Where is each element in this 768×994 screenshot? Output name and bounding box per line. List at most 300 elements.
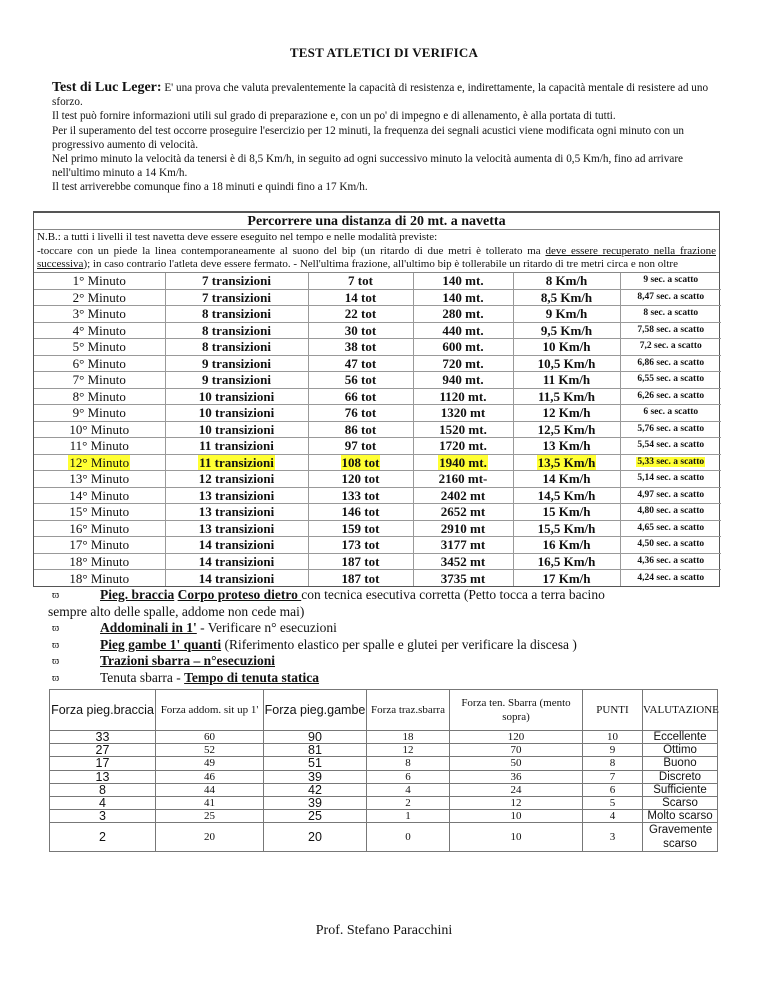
table-cell: 8 [367,757,450,770]
stage-distance-text: 3177 mt [440,537,486,553]
stage-sprint [620,553,721,570]
stage-transitions [165,322,308,339]
stage-sprint [620,322,721,339]
stage-minute [34,471,165,488]
stage-transitions-text: 8 transizioni [202,339,271,355]
stage-speed-text: 16,5 Km/h [537,553,596,569]
table-cell: Sufficiente [643,783,718,796]
stage-transitions-text: 11 transizioni [199,438,274,454]
exercise-subtitle: Corpo proteso dietro [177,587,302,602]
stage-speed [513,372,620,389]
table-row [50,783,718,796]
table-row [50,823,718,852]
stage-speed-text: 10,5 Km/h [537,355,596,371]
stage-minute-text: 12° Minuto [69,454,130,470]
stage-total [308,355,413,372]
table-cell: 7 [583,770,643,783]
stage-minute [34,537,165,554]
table-cell: 8 [50,783,156,796]
stage-transitions [165,339,308,356]
table-cell: 1 [367,810,450,823]
stage-minute-text: 18° Minuto [69,553,130,569]
stage-minute-text: 11° Minuto [69,438,129,454]
bullet-icon: ϖ [52,655,60,668]
stage-sprint [620,520,721,537]
stage-sprint-text: 4,50 sec. a scatto [637,539,705,550]
stage-transitions-text: 13 transizioni [198,487,275,503]
table-cell: 17 [50,757,156,770]
stage-sprint [620,273,721,290]
stage-speed [513,504,620,521]
stage-total-text: 14 tot [344,289,377,305]
stage-transitions [165,405,308,422]
stage-sprint-text: 5,14 sec. a scatto [637,473,705,484]
stage-minute [34,372,165,389]
exercise-description: - Verificare n° esecuzioni [196,620,337,636]
stage-minute-text: 4° Minuto [72,322,126,338]
stage-transitions-text: 9 transizioni [202,372,271,388]
stage-speed-text: 9 Km/h [545,306,588,322]
exercise-item [52,653,732,670]
stage-total [308,454,413,471]
stage-total [308,504,413,521]
stage-distance [413,273,513,290]
stage-sprint [620,355,721,372]
strength-scoring-table [49,689,718,852]
stage-speed-text: 15,5 Km/h [537,520,596,536]
stage-sprint-text: 5,33 sec. a scatto [637,456,705,467]
stage-minute [34,553,165,570]
stage-speed [513,487,620,504]
stage-distance-text: 1720 mt. [439,438,487,454]
stage-sprint [620,421,721,438]
stage-speed [513,537,620,554]
stage-distance-text: 1320 mt [440,405,486,421]
stage-speed-text: 11,5 Km/h [537,388,596,404]
stage-minute-text: 18° Minuto [69,570,130,586]
table-cell: Scarso [643,796,718,809]
stage-transitions-text: 10 transizioni [198,388,275,404]
stage-speed-text: 15 Km/h [542,504,591,520]
stage-speed [513,339,620,356]
stage-speed [513,520,620,537]
stage-row [34,273,721,290]
table-cell: 33 [50,731,156,744]
header-squats: Forza pieg.gambe [264,690,367,731]
table-cell: Eccellente [643,731,718,744]
table-cell: 20 [264,823,367,852]
bullet-icon: ϖ [52,589,60,601]
stage-distance-text: 1120 mt. [439,388,487,404]
stage-distance [413,438,513,455]
header-pushups: Forza pieg.braccia [50,690,156,731]
stage-sprint-text: 6,26 sec. a scatto [637,390,705,401]
stage-speed [513,405,620,422]
stage-total-text: 97 tot [344,438,377,454]
stage-row [34,372,721,389]
stage-sprint [620,289,721,306]
table-row [50,744,718,757]
stage-distance [413,421,513,438]
table-cell: 13 [50,770,156,783]
stage-minute [34,273,165,290]
table-cell: 49 [156,757,264,770]
stage-distance [413,355,513,372]
stage-transitions-text: 8 transizioni [202,306,271,322]
stage-speed [513,322,620,339]
table-cell: 52 [156,744,264,757]
intro-lead-text: E' una prova che valuta prevalentemente la capacità di resistenza e, indirettamente, la capacità mentale di resistere ad uno sforzo. [52,82,709,109]
exercise-description: con tecnica esecutiva corretta (Petto tocca a terra bacino [301,587,605,602]
header-rating: VALUTAZIONE [643,690,718,731]
table-cell: 81 [264,744,367,757]
note-line-1: N.B.: a tutti i livelli il test navetta deve essere eseguito nel tempo e nelle modalità previste: [37,231,438,243]
stage-distance-text: 2652 mt [440,504,486,520]
stage-transitions [165,454,308,471]
stage-sprint [620,306,721,323]
bullet-icon: ϖ [52,622,60,635]
stage-distance [413,520,513,537]
stage-row [34,421,721,438]
stage-row [34,388,721,405]
page-title: TEST ATLETICI DI VERIFICA [289,45,479,60]
stage-speed-text: 13,5 Km/h [537,454,596,470]
table-cell: 4 [367,783,450,796]
stage-sprint [620,454,721,471]
stage-speed-text: 12,5 Km/h [537,421,596,437]
stage-speed-text: 11 Km/h [542,372,591,388]
stage-speed [513,454,620,471]
stage-minute [34,438,165,455]
stage-total-text: 66 tot [344,388,377,404]
stage-row [34,537,721,554]
stage-minute-text: 17° Minuto [69,537,130,553]
stage-minute [34,306,165,323]
stage-distance-text: 720 mt. [442,355,484,371]
stage-distance-text: 3735 mt [440,570,486,586]
stage-sprint-text: 6,86 sec. a scatto [637,357,705,368]
exercise-item [52,637,732,654]
stage-sprint-text: 7,2 sec. a scatto [639,341,702,352]
table-cell: 10 [583,731,643,744]
stage-transitions-text: 14 transizioni [198,537,275,553]
table-cell: 4 [50,796,156,809]
table-cell: 90 [264,731,367,744]
stage-speed [513,289,620,306]
note-line-2 [37,245,716,272]
stage-speed-text: 8 Km/h [545,273,588,288]
stage-total [308,289,413,306]
stage-distance [413,405,513,422]
stage-transitions-text: 14 transizioni [198,570,275,586]
stage-distance [413,289,513,306]
stage-minute-text: 8° Minuto [72,388,126,404]
stage-transitions-text: 14 transizioni [198,553,275,569]
stage-minute-text: 16° Minuto [69,520,130,536]
stage-transitions-text: 7 transizioni [202,289,271,305]
stage-transitions [165,355,308,372]
table-cell: 6 [583,783,643,796]
stage-distance [413,537,513,554]
stage-minute-text: 14° Minuto [69,487,130,503]
intro-paragraph-1 [52,81,724,109]
stage-distance-text: 1520 mt. [439,421,487,437]
stage-sprint-text: 6 sec. a scatto [643,407,699,418]
table-cell: 8 [583,757,643,770]
stage-total [308,471,413,488]
table-cell: 46 [156,770,264,783]
table-cell: 3 [583,823,643,852]
stage-sprint [620,471,721,488]
exercise-name: Trazioni sbarra – n°esecuzioni [100,653,276,669]
stage-sprint [620,504,721,521]
header-situps: Forza addom. sit up 1' [156,690,264,731]
exercise-list [48,587,732,687]
stage-transitions [165,289,308,306]
stage-sprint [620,570,721,587]
table-cell: 4 [583,810,643,823]
exercise-item [52,620,732,637]
stage-row [34,504,721,521]
stage-row [34,520,721,537]
stage-row [34,289,721,306]
stage-minute-text: 7° Minuto [72,372,126,388]
table-cell: 2 [50,823,156,852]
stage-speed-text: 12 Km/h [542,405,591,421]
stage-transitions-text: 7 transizioni [202,273,271,288]
table-row [50,757,718,770]
exercise-name: Pieg. braccia [100,587,175,602]
stage-transitions-text: 10 transizioni [198,421,275,437]
shuttle-table-note [34,230,719,273]
exercise-name: Pieg gambe 1' quanti [100,636,222,652]
stage-distance-text: 1940 mt. [439,454,487,470]
stage-total [308,537,413,554]
bullet-icon: ϖ [52,671,60,684]
stage-row [34,322,721,339]
stage-speed [513,388,620,405]
stage-transitions-text: 8 transizioni [202,322,271,338]
stage-minute-text: 15° Minuto [69,504,130,520]
stage-total [308,339,413,356]
table-cell: 39 [264,796,367,809]
shuttle-test-table [33,211,720,587]
stage-distance-text: 2160 mt- [438,471,488,487]
table-row [50,731,718,744]
stage-speed [513,438,620,455]
stage-minute [34,355,165,372]
table-cell: 12 [367,744,450,757]
stage-distance [413,471,513,488]
stage-distance [413,339,513,356]
stage-speed [513,570,620,587]
stage-row [34,405,721,422]
table-cell: 18 [367,731,450,744]
table-cell: 50 [450,757,583,770]
stage-speed-text: 10 Km/h [542,339,591,355]
stage-row [34,570,721,587]
stage-transitions-text: 9 transizioni [202,355,271,371]
stage-total-text: 76 tot [344,405,377,421]
stage-sprint [620,405,721,422]
stage-speed-text: 16 Km/h [542,537,591,553]
stage-total-text: 159 tot [341,520,380,536]
stage-transitions [165,537,308,554]
intro-section [52,81,724,195]
table-cell: 51 [264,757,367,770]
bullet-icon: ϖ [52,638,60,651]
table-row [50,810,718,823]
stage-total [308,405,413,422]
stage-speed-text: 9,5 Km/h [540,322,593,338]
stage-row-highlighted [34,454,721,471]
stage-speed [513,273,620,290]
stage-sprint [620,537,721,554]
stage-minute [34,570,165,587]
table-header-row [50,690,718,731]
stage-sprint [620,388,721,405]
stage-total-text: 30 tot [344,322,377,338]
stage-minute-text: 5° Minuto [72,339,126,355]
table-cell: 27 [50,744,156,757]
stage-speed [513,553,620,570]
stage-total [308,306,413,323]
stage-total-text: 22 tot [344,306,377,322]
stage-distance-text: 2402 mt [440,487,486,503]
table-cell: 42 [264,783,367,796]
stage-speed-text: 13 Km/h [542,438,591,454]
stage-sprint-text: 4,80 sec. a scatto [637,506,705,517]
stage-speed-text: 14 Km/h [542,471,591,487]
header-points: PUNTI [583,690,643,731]
stage-transitions [165,273,308,290]
stage-distance-text: 140 mt. [442,273,484,288]
stage-minute [34,487,165,504]
table-cell: Buono [643,757,718,770]
stage-distance-text: 600 mt. [442,339,484,355]
table-cell: 60 [156,731,264,744]
exercise-name: Tempo di tenuta statica [184,669,320,685]
table-cell: 10 [450,823,583,852]
stage-distance [413,553,513,570]
stage-row [34,355,721,372]
stage-minute-text: 6° Minuto [72,355,126,371]
stage-distance-text: 140 mt. [442,289,484,305]
stage-total-text: 108 tot [341,454,380,470]
stage-speed [513,306,620,323]
intro-paragraph-2: Il test può fornire informazioni utili sul grado di preparazione e, con un po' di impegno e di allenamento, è alla portata di tutti. [52,110,616,123]
stage-speed-text: 17 Km/h [542,570,591,586]
table-row [50,770,718,783]
stage-sprint [620,372,721,389]
header-bar-hang: Forza ten. Sbarra (mento sopra) [450,690,583,731]
table-cell: Ottimo [643,744,718,757]
stage-transitions-text: 11 transizioni [199,454,274,470]
stage-distance [413,454,513,471]
shuttle-table-heading: Percorrere una distanza di 20 mt. a navetta [34,213,719,230]
table-cell: 0 [367,823,450,852]
stage-distance [413,570,513,587]
stage-total-text: 187 tot [341,553,380,569]
stage-distance [413,388,513,405]
stage-total [308,388,413,405]
stage-distance [413,372,513,389]
stage-sprint-text: 8 sec. a scatto [643,308,699,319]
stage-minute [34,322,165,339]
table-cell: 2 [367,796,450,809]
stage-row [34,471,721,488]
stage-total [308,553,413,570]
stage-sprint-text: 5,76 sec. a scatto [637,423,705,434]
stage-row [34,438,721,455]
table-cell: 12 [450,796,583,809]
stage-sprint-text: 5,54 sec. a scatto [637,440,705,451]
table-cell: 10 [450,810,583,823]
stage-total-text: 173 tot [341,537,380,553]
stage-total-text: 120 tot [341,471,380,487]
stage-distance [413,487,513,504]
table-cell: 9 [583,744,643,757]
stage-sprint-text: 8,47 sec. a scatto [637,291,705,302]
stage-total [308,421,413,438]
table-cell: Gravemente scarso [643,823,718,852]
stage-transitions [165,306,308,323]
table-cell: 36 [450,770,583,783]
stage-sprint-text: 4,65 sec. a scatto [637,522,705,533]
stage-total [308,438,413,455]
stage-transitions-text: 12 transizioni [198,471,275,487]
stage-total [308,487,413,504]
stage-sprint-text: 4,97 sec. a scatto [637,489,705,500]
note-text: ); in caso contrario l'atleta deve essere fermato. - Nell'ultima frazione, all'ultimo bip è tollerabile un ritardo di tre metri circa e non oltre [83,258,678,270]
exercise-prefix: Tenuta sbarra - [100,669,185,685]
stage-transitions [165,388,308,405]
table-cell: 25 [156,810,264,823]
stage-minute [34,520,165,537]
stage-sprint-text: 7,58 sec. a scatto [637,324,705,335]
note-underlined-text: deve essere recuperato nella frazione successiva [37,244,716,270]
stage-total-text: 47 tot [344,355,377,371]
stage-minute-text: 10° Minuto [69,421,130,437]
intro-paragraph-3: Per il superamento del test occorre proseguire l'esercizio per 12 minuti, la frequenza dei segnali acustici viene modificata ogni minuto con un progressivo aumento di velocità. [52,124,685,151]
shuttle-stages-table [34,273,721,587]
exercise-description-continued: sempre alto delle spalle, addome non cede mai) [48,603,305,619]
table-cell: 41 [156,796,264,809]
stage-sprint [620,487,721,504]
stage-minute-text: 9° Minuto [72,405,126,421]
stage-speed-text: 8,5 Km/h [540,289,593,305]
stage-minute [34,289,165,306]
table-cell: 44 [156,783,264,796]
table-cell: 5 [583,796,643,809]
stage-minute-text: 13° Minuto [69,471,130,487]
table-cell: 120 [450,731,583,744]
table-cell: Discreto [643,770,718,783]
stage-total [308,520,413,537]
stage-speed [513,355,620,372]
stage-minute-text: 3° Minuto [72,306,126,322]
table-cell: Molto scarso [643,810,718,823]
stage-row [34,306,721,323]
stage-total-text: 56 tot [344,372,377,388]
stage-transitions [165,553,308,570]
note-text: -toccare con un piede la linea contemporaneamente al suono del bip (un ritardo di due metri è tollerato ma [37,244,546,257]
stage-minute-text: 2° Minuto [72,289,126,305]
stage-distance-text: 2910 mt [440,520,486,536]
intro-lead: Test di Luc Leger: [52,80,162,95]
stage-minute [34,454,165,471]
stage-total-text: 133 tot [341,487,380,503]
